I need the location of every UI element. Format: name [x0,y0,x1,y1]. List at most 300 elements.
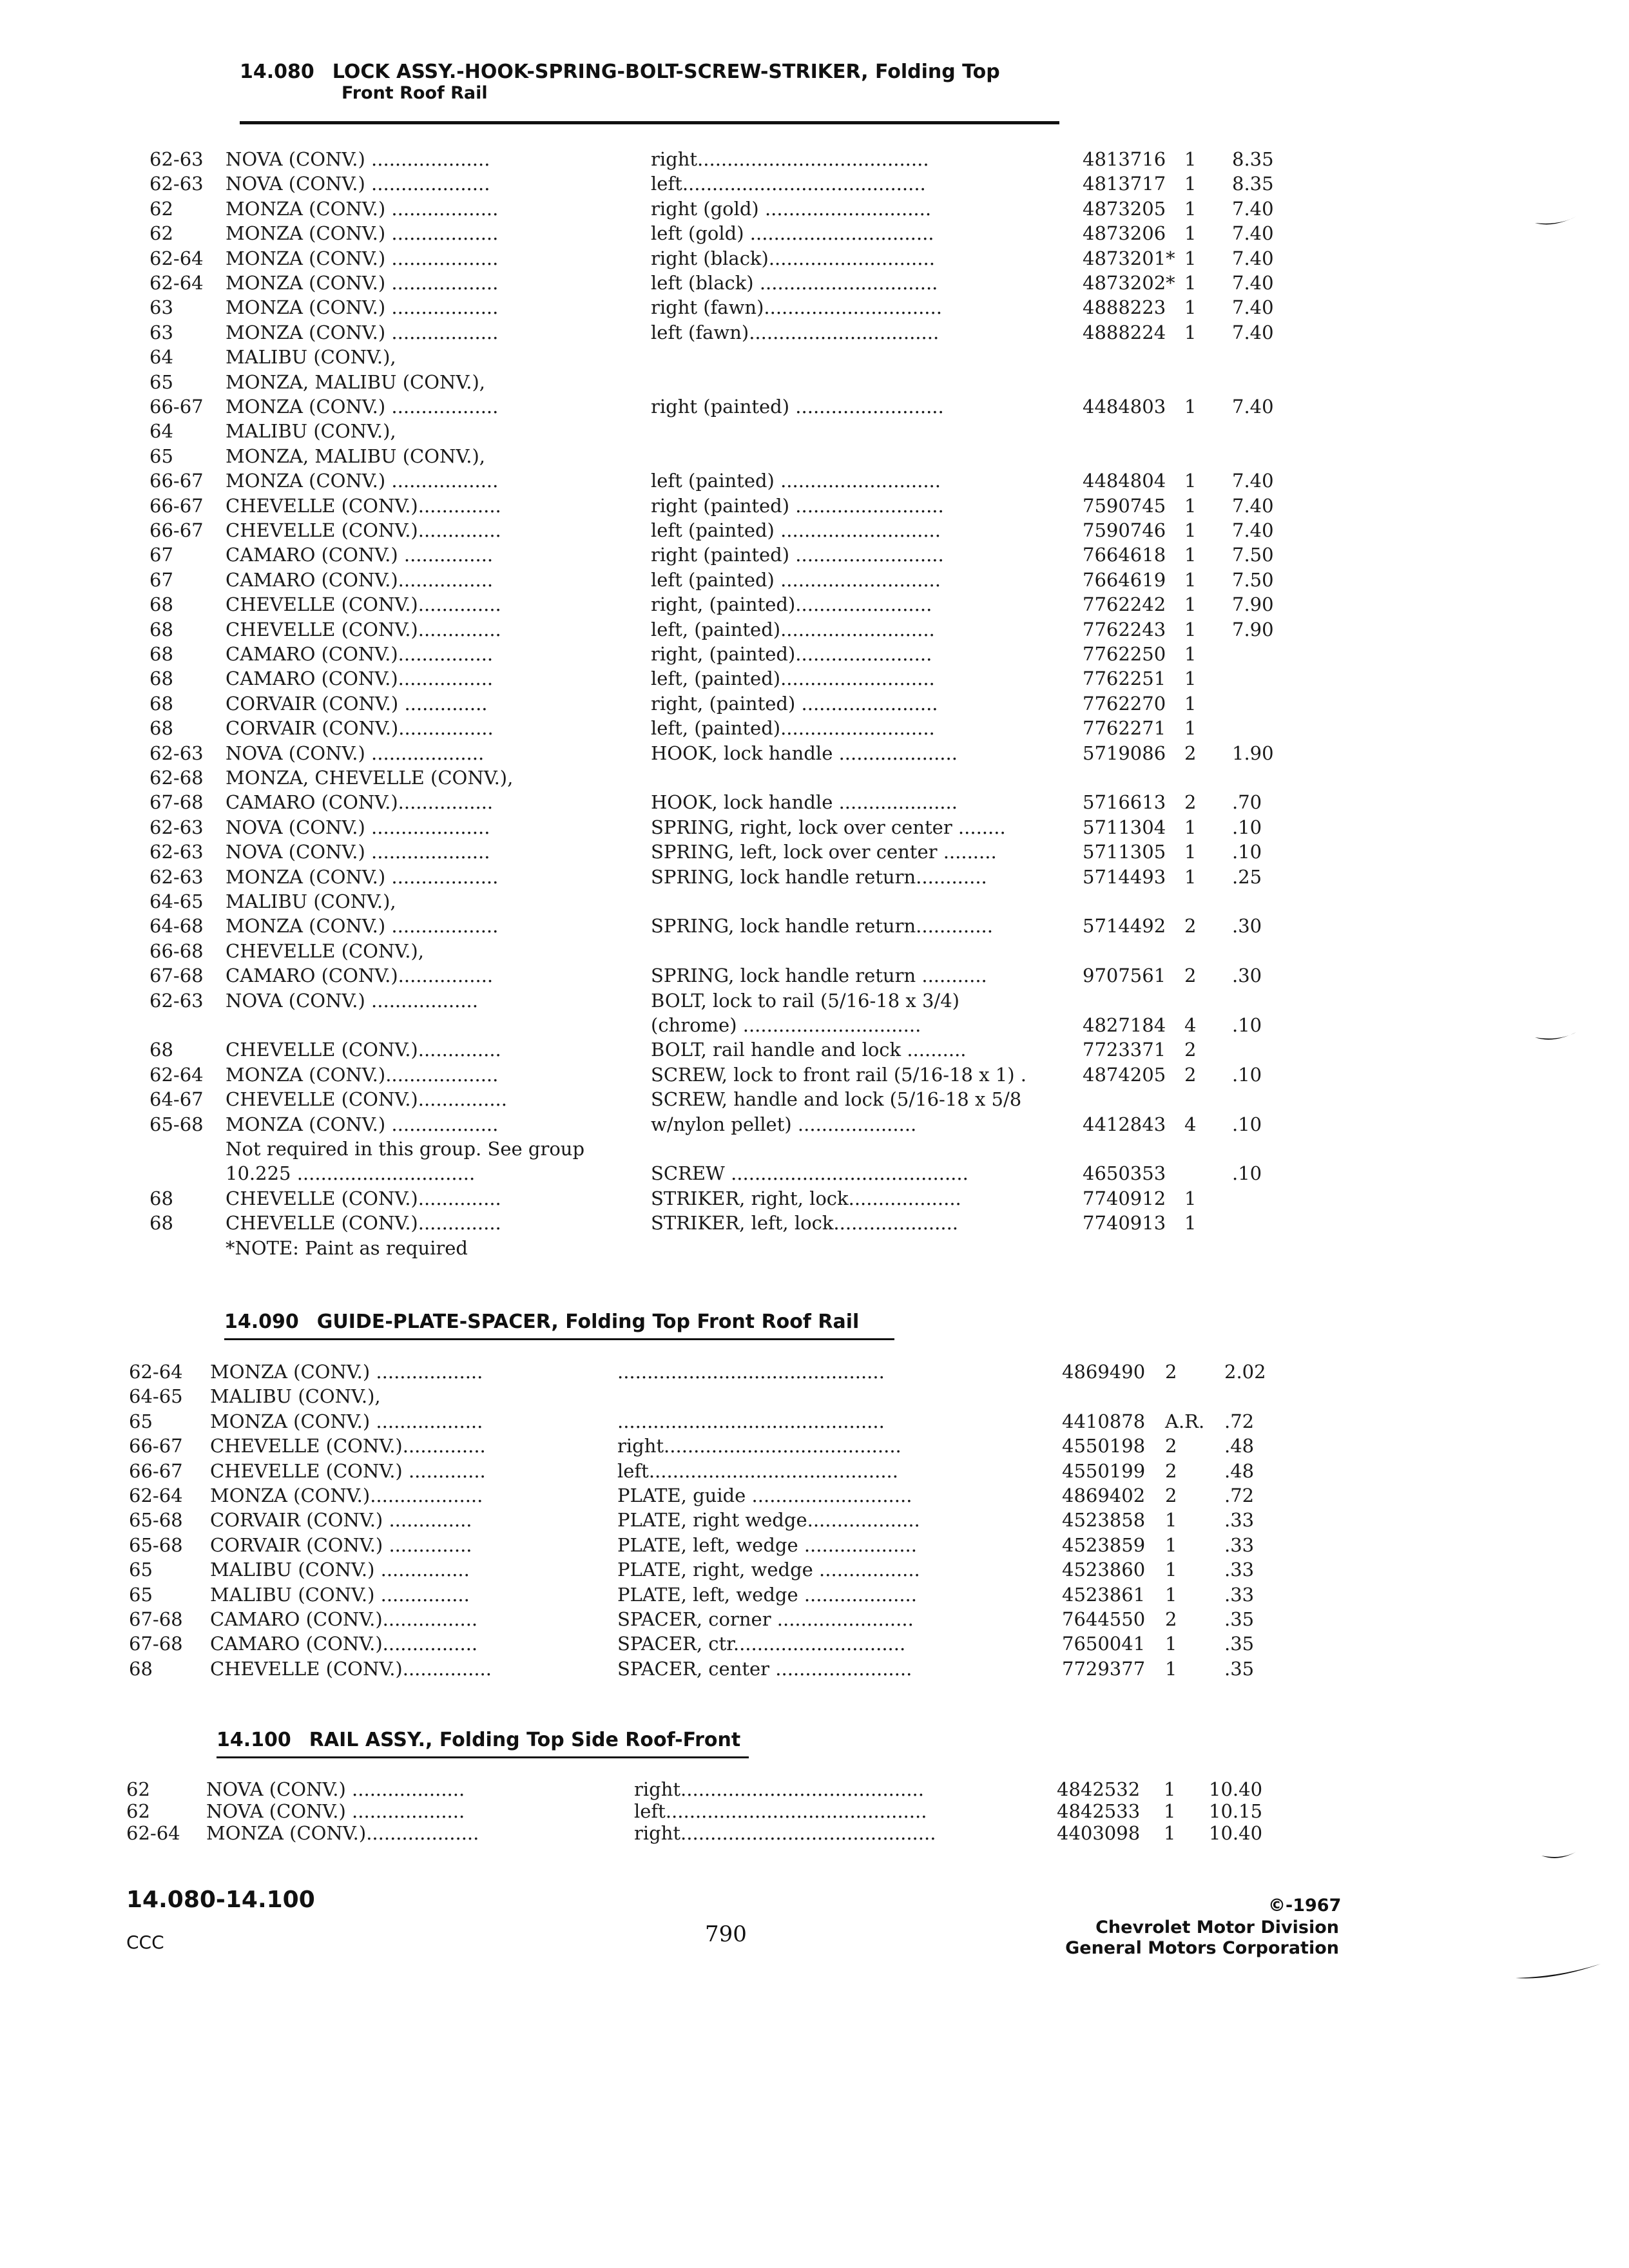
cell-model: MALIBU (CONV.), [226,890,396,912]
cell-part: 9707561 [1083,965,1166,987]
table-row [0,1137,1629,1161]
table-row [0,865,1629,889]
cell-part: 7664619 [1083,568,1166,591]
cell-model: CAMARO (CONV.)................ [226,965,494,987]
cell-model: NOVA (CONV.) .................... [226,148,490,170]
cell-qty: 2 [1184,1039,1197,1061]
table-row [0,197,1629,221]
table-row [0,370,1629,394]
cell-part: 4412843 [1083,1113,1166,1135]
cell-desc: BOLT, lock to rail (5/16-18 x 3/4) [651,989,959,1012]
cell-desc: right, (painted) ....................... [651,692,938,715]
cell-qty: 1 [1184,1212,1197,1235]
cell-model: MONZA (CONV.) .................. [226,296,499,319]
cell-part: 4813717 [1083,173,1166,195]
section-rule [240,121,1059,124]
cell-part: 7762250 [1083,643,1166,665]
cell-model: CHEVELLE (CONV.).............. [210,1435,486,1457]
cell-qty: 1 [1184,296,1197,319]
cell-part: 4403098 [1057,1822,1141,1844]
cell-desc: right, (painted)....................... [651,643,932,665]
cell-price: .30 [1232,915,1262,937]
cell-qty: 1 [1165,1509,1177,1532]
cell-yr: 67-68 [149,791,204,814]
cell-yr: 62-64 [149,1063,204,1086]
cell-qty: 1 [1165,1657,1177,1680]
cell-desc: right........................................... [634,1822,936,1844]
table-row [0,1607,1629,1631]
cell-desc: STRIKER, right, lock................... [651,1187,961,1209]
cell-qty: 1 [1184,494,1197,517]
cell-yr: 68 [149,1212,173,1235]
cell-model: CHEVELLE (CONV.).............. [226,519,501,541]
cell-price: 2.02 [1224,1361,1266,1383]
cell-price: 7.40 [1232,494,1274,517]
cell-qty: 1 [1165,1559,1177,1581]
cell-qty: 1 [1184,148,1197,170]
cell-price: 7.40 [1232,470,1274,492]
cell-model: CHEVELLE (CONV.).............. [226,1187,501,1209]
cell-part: 5714493 [1083,865,1166,888]
table-row [0,1821,1629,1845]
cell-desc: left.......................................... [617,1459,898,1482]
cell-qty: 1 [1165,1533,1177,1556]
table-row [0,1799,1629,1823]
cell-qty: 1 [1164,1800,1176,1822]
cell-price: 7.40 [1232,197,1274,220]
cell-price: 8.35 [1232,173,1274,195]
cell-yr: 64-67 [149,1088,204,1111]
cell-yr: 68 [149,593,173,616]
cell-part: 7590746 [1083,519,1166,541]
cell-yr: 65-68 [149,1113,204,1135]
cell-part: 7740912 [1083,1187,1166,1209]
cell-model: MALIBU (CONV.), [226,346,396,369]
cell-yr: 67-68 [149,965,204,987]
cell-price: 8.35 [1232,148,1274,170]
table-row [0,1236,1629,1260]
cell-yr: 62-64 [126,1822,180,1844]
cell-part: 7729377 [1062,1657,1146,1680]
cell-desc: right (gold) ............................ [651,197,932,220]
cell-model: CORVAIR (CONV.) .............. [226,692,488,715]
cell-model: MONZA (CONV.) .................. [226,197,499,220]
cell-desc: left (gold) ............................... [651,222,934,245]
cell-qty: 1 [1184,865,1197,888]
cell-desc: SPACER, ctr............................. [617,1633,906,1655]
section-number: 14.080 [240,61,314,83]
cell-qty: 1 [1164,1822,1176,1844]
cell-yr: 62 [149,222,173,245]
table-row [0,568,1629,592]
cell-desc: STRIKER, left, lock..................... [651,1212,958,1235]
page-number: 790 [705,1921,747,1947]
cell-part: 7644550 [1062,1608,1146,1630]
section-number: 14.100 [217,1729,291,1751]
cell-price: 7.90 [1232,593,1274,616]
cell-price: .72 [1224,1410,1255,1432]
cell-desc: SCREW, lock to front rail (5/16-18 x 1) . [651,1063,1027,1086]
table-row [0,295,1629,320]
cell-price: 7.40 [1232,247,1274,269]
cell-price: .35 [1224,1657,1255,1680]
cell-yr: 62-68 [149,767,204,789]
cell-part: 4827184 [1083,1014,1166,1036]
table-row [0,592,1629,617]
cell-yr: 62-63 [149,989,204,1012]
cell-desc: SPRING, lock handle return............ [651,865,987,888]
cell-qty: 1 [1184,668,1197,690]
cell-model: CHEVELLE (CONV.).............. [226,1039,501,1061]
table-row [0,1508,1629,1532]
cell-yr: 62-64 [149,247,204,269]
table-row [0,1360,1629,1384]
table-row [0,716,1629,740]
cell-qty: 1 [1184,643,1197,665]
cell-yr: 66-68 [149,939,204,962]
cell-part: 4873205 [1083,197,1166,220]
cell-model: CORVAIR (CONV.) .............. [210,1533,472,1556]
cell-yr: 66-67 [149,494,204,517]
cell-model: CHEVELLE (CONV.), [226,939,424,962]
cell-part: 4888223 [1083,296,1166,319]
cell-yr: 66-67 [129,1435,183,1457]
cell-model: MONZA (CONV.) .................. [226,865,499,888]
table-row [0,963,1629,988]
cell-yr: 67 [149,544,173,566]
cell-part: 7590745 [1083,494,1166,517]
cell-part: 4869402 [1062,1485,1146,1506]
cell-price: 7.50 [1232,544,1274,566]
cell-part: 5719086 [1083,742,1166,764]
cell-desc: left (painted) ........................... [651,519,941,541]
copyright: ©-1967 [1268,1896,1342,1916]
table-row [0,1112,1629,1137]
scan-mark [1540,1848,1579,1867]
cell-qty: 1 [1184,593,1197,616]
cell-price: .33 [1224,1509,1255,1532]
cell-model: CHEVELLE (CONV.)............... [210,1657,492,1680]
cell-yr: 62-64 [129,1361,183,1383]
table-row [0,1459,1629,1483]
table-row [0,815,1629,840]
cell-desc: BOLT, rail handle and lock .......... [651,1039,967,1061]
cell-qty: 2 [1184,1063,1197,1086]
cell-desc: right (painted) ......................... [651,396,944,418]
cell-model: MONZA (CONV.) .................. [226,396,499,418]
corporation-name: General Motors Corporation [1065,1938,1339,1958]
cell-part: 7650041 [1062,1633,1146,1655]
cell-qty: 1 [1184,197,1197,220]
cell-yr: 65 [129,1559,153,1581]
cell-price: .10 [1232,816,1262,838]
cell-yr: 62-63 [149,816,204,838]
section-title: RAIL ASSY., Folding Top Side Roof-Front [309,1729,741,1751]
section-subtitle: Front Roof Rail [342,83,488,103]
table-row [0,840,1629,864]
table-row [0,444,1629,468]
cell-qty: 1 [1184,618,1197,640]
cell-yr: 64-65 [149,890,204,912]
cell-model: CHEVELLE (CONV.).............. [226,1212,501,1235]
section-header-14080 [240,61,1000,103]
cell-part: 5711304 [1083,816,1166,838]
cell-qty: 2 [1184,915,1197,937]
cell-part: 4842533 [1057,1800,1141,1822]
cell-price: .10 [1232,1014,1262,1036]
cell-model: MONZA (CONV.) .................. [226,1113,499,1135]
cell-yr: 65 [149,445,173,467]
table-row [0,419,1629,443]
table-row [0,1384,1629,1408]
cell-desc: left......................................... [651,173,926,195]
cell-part: 4484804 [1083,470,1166,492]
cell-desc: PLATE, right wedge................... [617,1509,920,1532]
table-row [0,1434,1629,1458]
table-row [0,790,1629,814]
cell-qty: 1 [1184,247,1197,269]
cell-part: 7762251 [1083,668,1166,690]
cell-part: 4523861 [1062,1583,1146,1606]
cell-model: NOVA (CONV.) .................... [226,816,490,838]
cell-model: CAMARO (CONV.)................ [226,668,494,690]
cell-desc: PLATE, left, wedge ................... [617,1583,917,1606]
table-row [0,765,1629,790]
cell-yr: 62 [149,197,173,220]
table-row [0,543,1629,567]
table-row [0,939,1629,963]
scan-mark [1534,213,1579,232]
cell-qty: A.R. [1165,1410,1205,1432]
cell-qty: 1 [1184,173,1197,195]
cell-model: CHEVELLE (CONV.).............. [226,593,501,616]
cell-part: 4650353 [1083,1162,1166,1185]
cell-part: 4888224 [1083,321,1166,343]
cell-yr: 64 [149,420,173,443]
cell-qty: 1 [1184,1187,1197,1209]
cell-model: CAMARO (CONV.)................ [210,1633,478,1655]
cell-desc: SPRING, right, lock over center ........ [651,816,1006,838]
cell-price: 7.50 [1232,568,1274,591]
cell-desc: SPRING, lock handle return ........... [651,965,987,987]
table-row [0,345,1629,369]
cell-desc: right (fawn).............................. [651,296,942,319]
cell-price: .33 [1224,1533,1255,1556]
table-row [0,1483,1629,1508]
cell-yr: 68 [149,1039,173,1061]
cell-qty: 2 [1165,1608,1177,1630]
cell-model: MONZA (CONV.) .................. [226,915,499,937]
cell-part: 4873202* [1083,272,1175,294]
cell-yr: 65 [129,1410,153,1432]
cell-model: NOVA (CONV.) .................... [226,173,490,195]
cell-yr: 62-63 [149,148,204,170]
table-row [0,1186,1629,1211]
cell-part: 7762271 [1083,717,1166,740]
cell-yr: 64-68 [149,915,204,937]
table-row [0,988,1629,1013]
cell-desc: left, (painted).......................... [651,618,935,640]
cell-model: NOVA (CONV.) ................... [206,1778,465,1800]
table-row [0,1409,1629,1434]
cell-yr: 62 [126,1778,150,1800]
cell-desc: left............................................ [634,1800,927,1822]
section-rule [217,1756,749,1758]
table-row [0,1631,1629,1656]
cell-part: 5714492 [1083,915,1166,937]
cell-qty: 4 [1184,1113,1197,1135]
cell-qty: 2 [1165,1485,1177,1506]
cell-model: MONZA, MALIBU (CONV.), [226,445,485,467]
table-row [0,1211,1629,1235]
cell-desc: right (black)............................ [651,247,935,269]
cell-desc: ............................................. [617,1361,885,1383]
cell-qty: 1 [1184,321,1197,343]
division-name: Chevrolet Motor Division [1095,1917,1339,1937]
cell-qty: 1 [1184,816,1197,838]
cell-model: MALIBU (CONV.) ............... [210,1583,470,1606]
cell-model: CAMARO (CONV.)................ [226,568,494,591]
cell-price: .72 [1224,1485,1255,1506]
cell-price: .33 [1224,1559,1255,1581]
table-row [0,1657,1629,1681]
section-header-14100 [217,1729,740,1751]
cell-desc: right, (painted)....................... [651,593,932,616]
cell-model: CHEVELLE (CONV.).............. [226,618,501,640]
cell-model: MONZA (CONV.) .................. [226,222,499,245]
cell-part: 7762270 [1083,692,1166,715]
cell-price: 7.40 [1232,272,1274,294]
table-row [0,468,1629,493]
cell-price: .48 [1224,1459,1255,1482]
cell-price: .10 [1232,1113,1262,1135]
cell-yr: 66-67 [149,470,204,492]
cell-desc: SPACER, center ....................... [617,1657,912,1680]
cell-qty: 2 [1165,1361,1177,1383]
cell-yr: 62-63 [149,841,204,863]
cell-qty: 1 [1184,544,1197,566]
cell-model: 10.225 .............................. [226,1162,476,1185]
cell-qty: 1 [1165,1633,1177,1655]
cell-desc: right (painted) ......................... [651,494,944,517]
cell-yr: 68 [129,1657,153,1680]
cell-yr: 65-68 [129,1509,183,1532]
cell-desc: PLATE, right, wedge ................. [617,1559,920,1581]
cell-model: MONZA (CONV.) .................. [210,1410,483,1432]
cell-desc: SPRING, lock handle return............. [651,915,993,937]
cell-part: 5711305 [1083,841,1166,863]
cell-yr: 68 [149,1187,173,1209]
cell-model: CHEVELLE (CONV.).............. [226,494,501,517]
cell-model: MONZA (CONV.)................... [210,1485,483,1506]
cell-price: .10 [1232,1063,1262,1086]
cell-desc: left, (painted).......................... [651,668,935,690]
cell-price: 7.40 [1232,222,1274,245]
cell-model: MONZA (CONV.)................... [226,1063,499,1086]
table-row [0,1777,1629,1802]
cell-model: CORVAIR (CONV.) .............. [210,1509,472,1532]
cell-qty: 2 [1165,1435,1177,1457]
cell-model: NOVA (CONV.) ................... [226,742,485,764]
table-row [0,1062,1629,1087]
cell-qty: 1 [1184,568,1197,591]
cell-model: CHEVELLE (CONV.)............... [226,1088,507,1111]
cell-qty: 2 [1184,791,1197,814]
cell-yr: 64 [149,346,173,369]
cell-part: 4842532 [1057,1778,1141,1800]
cell-desc: left (black) .............................. [651,272,938,294]
cell-qty: 2 [1184,742,1197,764]
table-row [0,394,1629,419]
cell-part: 4523858 [1062,1509,1146,1532]
cell-price: 1.90 [1232,742,1274,764]
cell-model: CORVAIR (CONV.)................ [226,717,494,740]
cell-price: .35 [1224,1608,1255,1630]
table-row [0,1087,1629,1111]
section-header-14090 [224,1311,859,1333]
cell-model: CAMARO (CONV.)................ [226,643,494,665]
table-row [0,271,1629,295]
cell-yr: 62-64 [129,1485,183,1506]
table-row [0,518,1629,543]
cell-part: 7762243 [1083,618,1166,640]
cell-yr: 65 [129,1583,153,1606]
cell-desc: (chrome) .............................. [651,1014,921,1036]
cell-model: MALIBU (CONV.) ............... [210,1559,470,1581]
table-row [0,494,1629,518]
cell-qty: 2 [1184,965,1197,987]
cell-model: CHEVELLE (CONV.) ............. [210,1459,486,1482]
cell-price: 7.90 [1232,618,1274,640]
cell-part: 4410878 [1062,1410,1146,1432]
cell-model: MALIBU (CONV.), [210,1385,381,1408]
cell-model: NOVA (CONV.) .................. [226,989,478,1012]
cell-yr: 67-68 [129,1633,183,1655]
table-row [0,171,1629,196]
table-row [0,741,1629,765]
cell-qty: 1 [1184,519,1197,541]
cell-desc: SCREW, handle and lock (5/16-18 x 5/8 [651,1088,1022,1111]
footer-range: 14.080-14.100 [126,1887,315,1913]
cell-price: .48 [1224,1435,1255,1457]
cell-model: MONZA (CONV.) .................. [210,1361,483,1383]
table-row [0,642,1629,666]
cell-yr: 68 [149,643,173,665]
cell-part: 4523860 [1062,1559,1146,1581]
cell-qty: 1 [1184,717,1197,740]
cell-part: 7723371 [1083,1039,1166,1061]
cell-yr: 63 [149,321,173,343]
cell-qty: 1 [1165,1583,1177,1606]
cell-desc: SPACER, corner ....................... [617,1608,914,1630]
cell-yr: 68 [149,717,173,740]
cell-price: .30 [1232,965,1262,987]
cell-qty: 1 [1184,272,1197,294]
table-row [0,914,1629,938]
cell-yr: 62-64 [149,272,204,294]
table-row [0,320,1629,345]
section-title: LOCK ASSY.-HOOK-SPRING-BOLT-SCREW-STRIKER, Folding Top [332,61,1000,83]
cell-part: 4484803 [1083,396,1166,418]
cell-yr: 66-67 [149,519,204,541]
cell-price: 10.15 [1209,1800,1263,1822]
cell-yr: 67 [149,568,173,591]
cell-desc: left, (painted).......................... [651,717,935,740]
cell-desc: HOOK, lock handle .................... [651,742,958,764]
table-row [0,1013,1629,1037]
cell-part: 7740913 [1083,1212,1166,1235]
cell-desc: ............................................. [617,1410,885,1432]
